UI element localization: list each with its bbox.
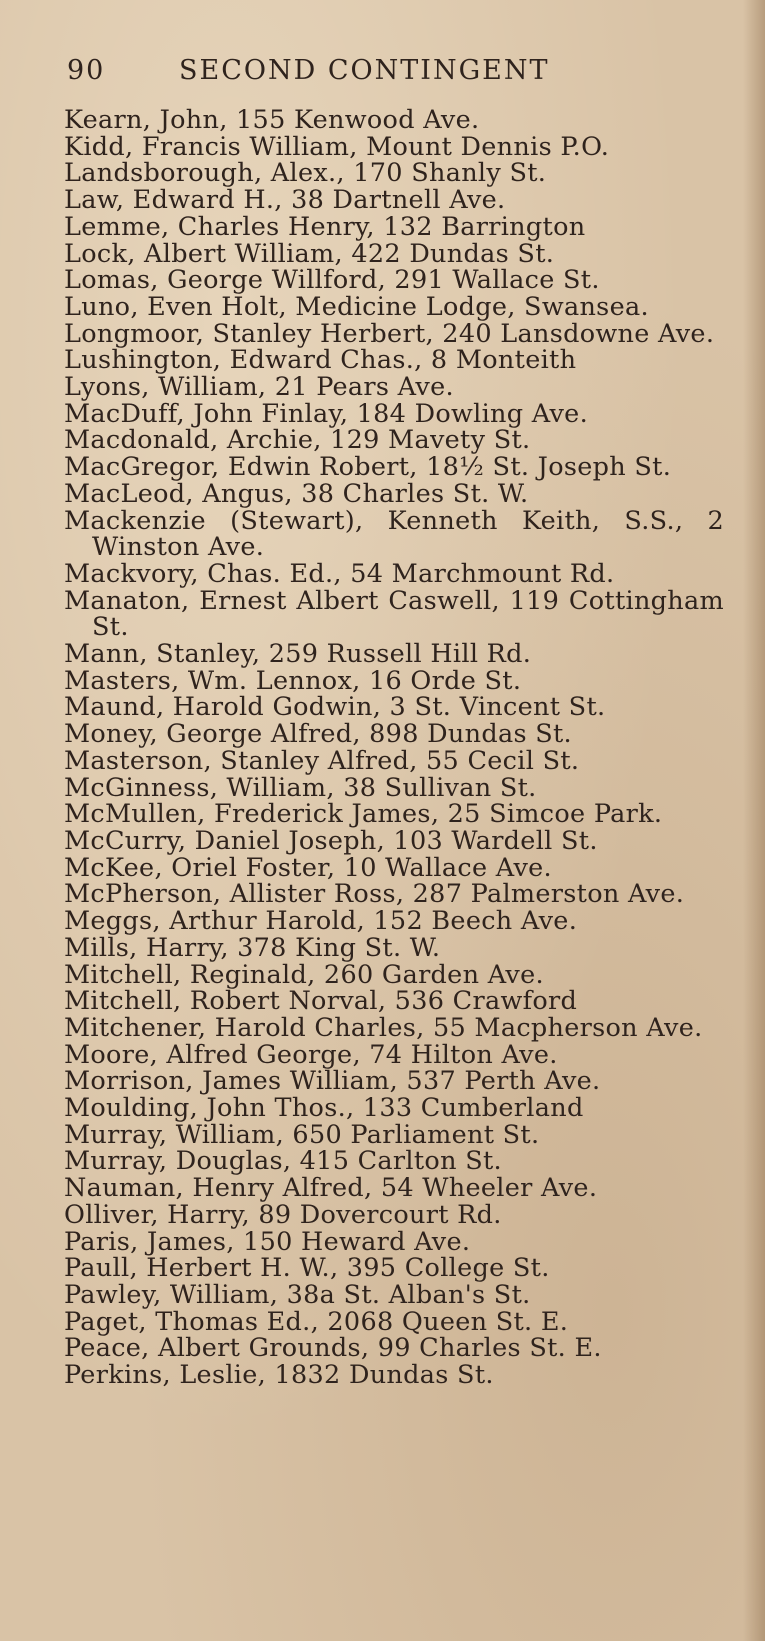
name-address-list: [64, 107, 724, 1389]
list-item: Mann, Stanley, 259 Russell Hill Rd.: [64, 639, 532, 670]
list-item: Morrison, James William, 537 Perth Ave.: [64, 1066, 601, 1097]
list-item: Murray, Douglas, 415 Carlton St.: [64, 1146, 502, 1177]
list-item: Mitchell, Robert Norval, 536 Crawford: [64, 986, 578, 1017]
list-item: Lyons, William, 21 Pears Ave.: [64, 372, 454, 403]
page-number: 90: [67, 55, 106, 86]
list-item: Olliver, Harry, 89 Dovercourt Rd.: [64, 1199, 502, 1230]
list-item: Paget, Thomas Ed., 2068 Queen St. E.: [64, 1306, 569, 1337]
page-header: [67, 55, 707, 95]
list-item: MacGregor, Edwin Robert, 18½ St. Joseph St.: [64, 452, 672, 483]
list-item: Lushington, Edward Chas., 8 Monteith: [64, 345, 577, 376]
list-item: Moore, Alfred George, 74 Hilton Ave.: [64, 1039, 558, 1070]
list-item: Kearn, John, 155 Kenwood Ave.: [64, 105, 480, 135]
list-item: McMullen, Frederick James, 25 Simcoe Park.: [64, 799, 663, 830]
list-item: Kidd, Francis William, Mount Dennis P.O.: [64, 131, 610, 162]
list-item: Maund, Harold Godwin, 3 St. Vincent St.: [64, 692, 606, 723]
page-edge-shadow: [743, 0, 765, 1641]
list-item: Luno, Even Holt, Medicine Lodge, Swansea.: [64, 291, 649, 322]
list-item: McCurry, Daniel Joseph, 103 Wardell St.: [64, 825, 598, 856]
list-item: Lock, Albert William, 422 Dundas St.: [64, 238, 555, 269]
list-item: Macdonald, Archie, 129 Mavety St.: [64, 425, 531, 456]
list-item: Meggs, Arthur Harold, 152 Beech Ave.: [64, 906, 578, 937]
list-item: Pawley, William, 38a St. Alban's St.: [64, 1279, 531, 1310]
list-item: Masters, Wm. Lennox, 16 Orde St.: [64, 665, 522, 696]
list-item: Law, Edward H., 38 Dartnell Ave.: [64, 185, 506, 216]
list-item: Money, George Alfred, 898 Dundas St.: [64, 719, 572, 750]
list-item: Lemme, Charles Henry, 132 Barrington: [64, 211, 586, 242]
list-item: Mills, Harry, 378 King St. W.: [64, 932, 441, 963]
list-item: Masterson, Stanley Alfred, 55 Cecil St.: [64, 745, 580, 776]
list-item: Murray, William, 650 Parliament St.: [64, 1119, 540, 1150]
running-head: SECOND CONTINGENT: [179, 55, 550, 86]
list-item: Mackvory, Chas. Ed., 54 Marchmount Rd.: [64, 558, 615, 589]
list-item: McGinness, William, 38 Sullivan St.: [64, 772, 537, 803]
list-item: Paull, Herbert H. W., 395 College St.: [64, 1253, 550, 1284]
list-item: MacLeod, Angus, 38 Charles St. W.: [64, 478, 529, 509]
list-item: Moulding, John Thos., 133 Cumberland: [64, 1093, 584, 1124]
list-item: Manaton, Ernest Albert Caswell, 119 Cottingham St.: [64, 585, 724, 643]
list-item: Perkins, Leslie, 1832 Dundas St.: [64, 1360, 494, 1391]
list-item: Landsborough, Alex., 170 Shanly St.: [64, 158, 547, 189]
list-item: MacDuff, John Finlay, 184 Dowling Ave.: [64, 398, 588, 429]
list-item: McPherson, Allister Ross, 287 Palmerston Ave.: [64, 879, 685, 910]
list-item: Longmoor, Stanley Herbert, 240 Lansdowne Ave.: [64, 318, 715, 349]
list-item: McKee, Oriel Foster, 10 Wallace Ave.: [64, 852, 552, 883]
list-item: Paris, James, 150 Heward Ave.: [64, 1226, 471, 1257]
list-item: Lomas, George Willford, 291 Wallace St.: [64, 265, 600, 296]
list-item: Mitchell, Reginald, 260 Garden Ave.: [64, 959, 544, 990]
list-item: Mackenzie (Stewart), Kenneth Keith, S.S., 2 Winston Ave.: [64, 505, 724, 563]
list-item: Peace, Albert Grounds, 99 Charles St. E.: [64, 1333, 602, 1364]
list-item: Nauman, Henry Alfred, 54 Wheeler Ave.: [64, 1173, 598, 1204]
list-item: Mitchener, Harold Charles, 55 Macpherson Ave.: [64, 1012, 703, 1043]
